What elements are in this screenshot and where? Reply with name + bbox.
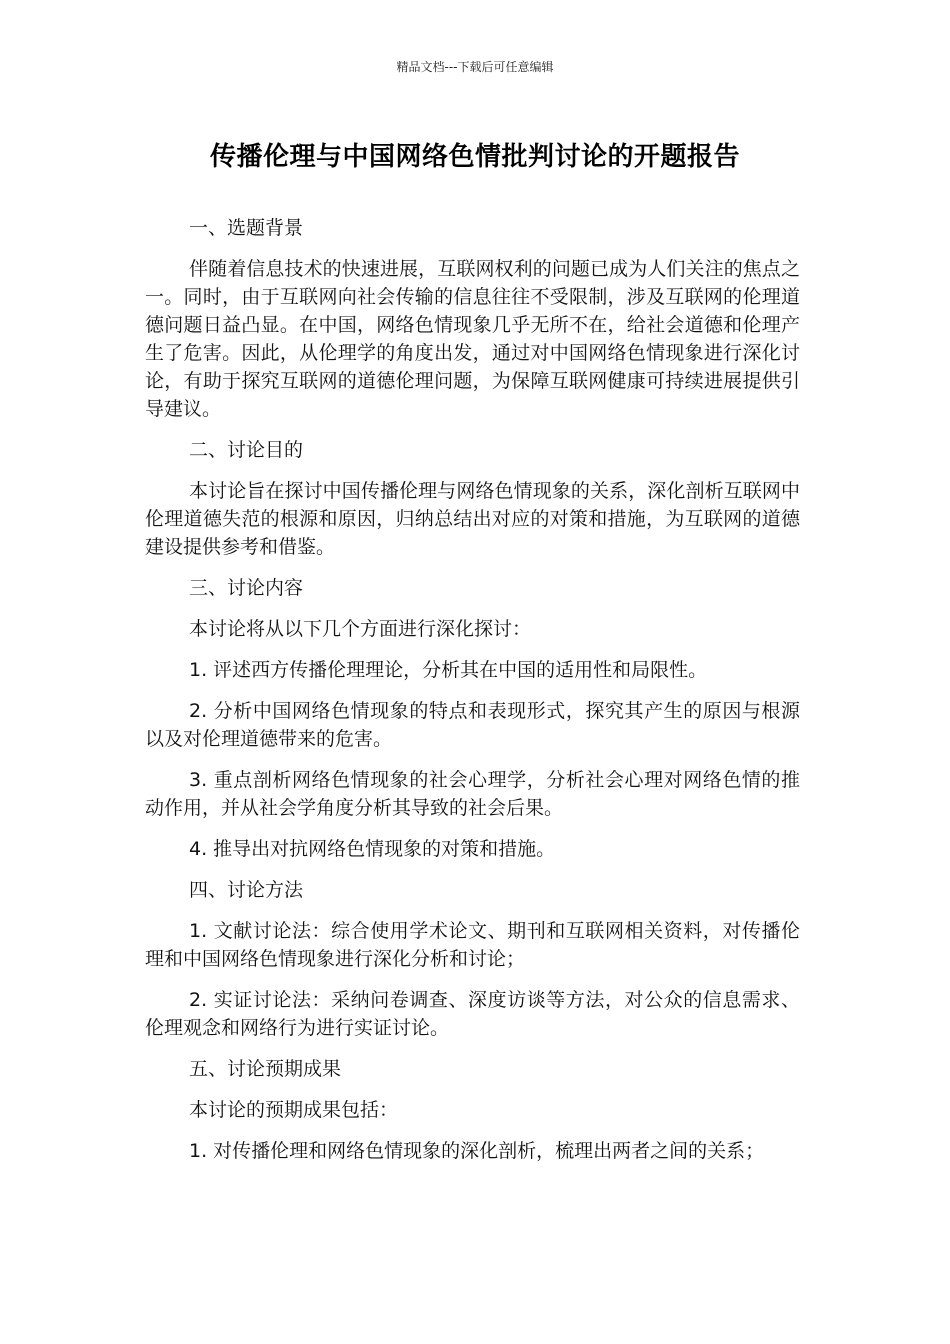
section-heading-content: 三、讨论内容 bbox=[189, 577, 304, 599]
paragraph-outcomes-intro: 本讨论的预期成果包括： bbox=[189, 1099, 399, 1121]
list-item: 1. 评述西方传播伦理理论，分析其在中国的适用性和局限性。 bbox=[189, 659, 708, 681]
list-item: 4. 推导出对抗网络色情现象的对策和措施。 bbox=[189, 838, 556, 860]
list-item: 2. 实证讨论法：采纳问卷调查、深度访谈等方法，对公众的信息需求、伦理观念和网络行为进行实证讨论。 bbox=[145, 989, 800, 1039]
document-body bbox=[145, 214, 800, 1178]
section-heading-background: 一、选题背景 bbox=[189, 217, 304, 239]
list-item: 2. 分析中国网络色情现象的特点和表现形式，探究其产生的原因与根源以及对伦理道德带来的危害。 bbox=[145, 700, 800, 750]
section-heading-outcomes: 五、讨论预期成果 bbox=[189, 1058, 342, 1080]
list-item: 1. 文献讨论法：综合使用学术论文、期刊和互联网相关资料，对传播伦理和中国网络色情现象进行深化分析和讨论； bbox=[145, 920, 800, 970]
paragraph-content-intro: 本讨论将从以下几个方面进行深化探讨： bbox=[189, 618, 532, 640]
paragraph-background: 伴随着信息技术的快速进展，互联网权利的问题已成为人们关注的焦点之一。同时，由于互联网向社会传输的信息往往不受限制，涉及互联网的伦理道德问题日益凸显。在中国，网络色情现象几乎无所不在，给社会道德和伦理产生了危害。因此，从伦理学的角度出发，通过对中国网络色情现象进行深化讨论，有助于探究互联网的道德伦理问题，为保障互联网健康可持续进展提供引导建议。 bbox=[145, 258, 800, 420]
section-heading-purpose: 二、讨论目的 bbox=[189, 439, 304, 461]
page-header: 精品文档---下载后可任意编辑 bbox=[396, 60, 554, 74]
section-heading-methods: 四、讨论方法 bbox=[189, 879, 304, 901]
paragraph-purpose: 本讨论旨在探讨中国传播伦理与网络色情现象的关系，深化剖析互联网中伦理道德失范的根源和原因，归纳总结出对应的对策和措施，为互联网的道德建设提供参考和借鉴。 bbox=[145, 480, 800, 558]
list-item: 3. 重点剖析网络色情现象的社会心理学，分析社会心理对网络色情的推动作用，并从社会学角度分析其导致的社会后果。 bbox=[145, 769, 800, 819]
document-title: 传播伦理与中国网络色情批判讨论的开题报告 bbox=[209, 142, 740, 172]
list-item: 1. 对传播伦理和网络色情现象的深化剖析，梳理出两者之间的关系； bbox=[189, 1140, 765, 1162]
